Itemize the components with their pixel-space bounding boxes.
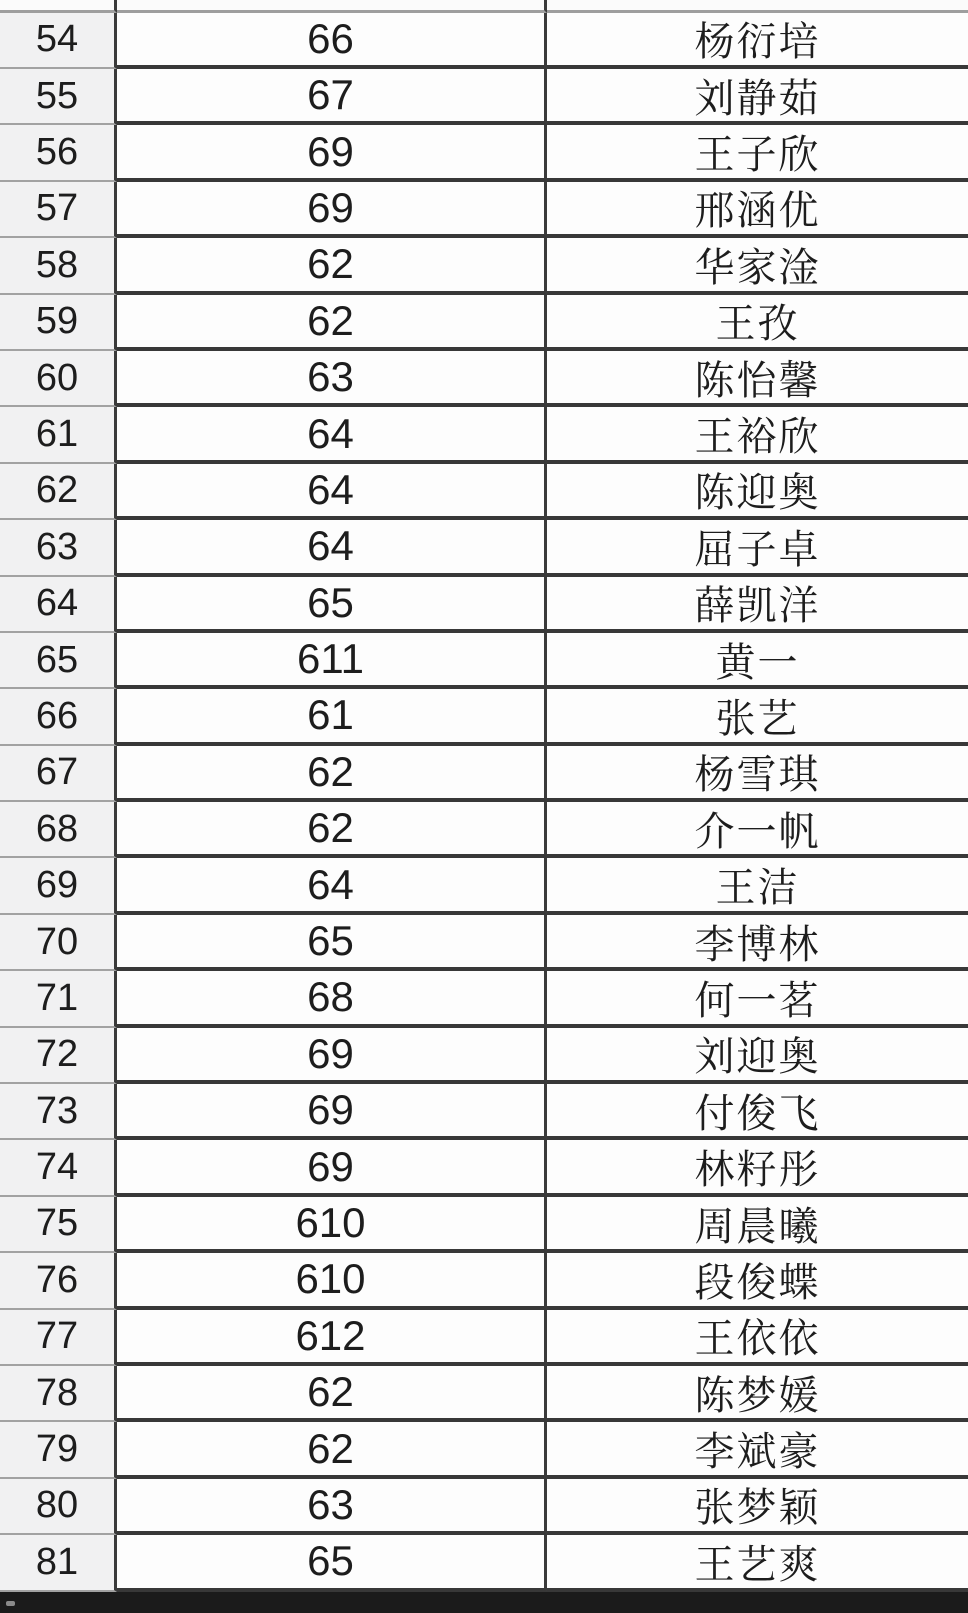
table-row bbox=[0, 351, 968, 407]
table-row bbox=[0, 746, 968, 802]
class-number-cell[interactable]: 612 bbox=[117, 1310, 547, 1366]
row-number-cell[interactable]: 66 bbox=[0, 689, 117, 745]
table-row bbox=[0, 125, 968, 181]
table-row bbox=[0, 971, 968, 1027]
student-name-cell[interactable]: 杨衍培 bbox=[547, 13, 968, 69]
class-number-cell[interactable]: 62 bbox=[117, 802, 547, 858]
class-number-cell[interactable]: 64 bbox=[117, 407, 547, 463]
table-row bbox=[0, 13, 968, 69]
student-name-cell[interactable]: 黄一 bbox=[547, 633, 968, 689]
student-name-cell[interactable]: 华家淦 bbox=[547, 238, 968, 294]
student-name-cell[interactable]: 陈怡馨 bbox=[547, 351, 968, 407]
row-number-cell[interactable]: 68 bbox=[0, 802, 117, 858]
row-number-cell[interactable]: 73 bbox=[0, 1084, 117, 1140]
table-row bbox=[0, 1028, 968, 1084]
class-number-cell[interactable]: 69 bbox=[117, 1084, 547, 1140]
row-number-cell[interactable]: 65 bbox=[0, 633, 117, 689]
table-row bbox=[0, 577, 968, 633]
table-row bbox=[0, 1535, 968, 1591]
student-name-cell[interactable]: 刘迎奥 bbox=[547, 1028, 968, 1084]
row-number-cell[interactable]: 61 bbox=[0, 407, 117, 463]
class-number-cell[interactable]: 66 bbox=[117, 13, 547, 69]
row-number-cell[interactable]: 69 bbox=[0, 858, 117, 914]
student-name-cell[interactable]: 王依依 bbox=[547, 1310, 968, 1366]
row-number-cell[interactable]: 72 bbox=[0, 1028, 117, 1084]
row-number-cell[interactable]: 59 bbox=[0, 295, 117, 351]
class-number-cell[interactable]: 65 bbox=[117, 1535, 547, 1591]
class-number-cell[interactable]: 65 bbox=[117, 915, 547, 971]
table-row bbox=[0, 1140, 968, 1196]
row-number-cell[interactable]: 60 bbox=[0, 351, 117, 407]
table-row bbox=[0, 1197, 968, 1253]
class-number-cell[interactable]: 64 bbox=[117, 858, 547, 914]
class-number-cell[interactable]: 62 bbox=[117, 238, 547, 294]
student-name-cell[interactable]: 段俊蝶 bbox=[547, 1253, 968, 1309]
row-number-cell[interactable]: 55 bbox=[0, 69, 117, 125]
student-name-cell[interactable]: 陈梦媛 bbox=[547, 1366, 968, 1422]
table-row bbox=[0, 1084, 968, 1140]
table-row bbox=[0, 858, 968, 914]
table-row bbox=[0, 1310, 968, 1366]
table-row bbox=[0, 182, 968, 238]
student-name-cell[interactable]: 王裕欣 bbox=[547, 407, 968, 463]
table-row bbox=[0, 633, 968, 689]
student-name-cell[interactable]: 周晨曦 bbox=[547, 1197, 968, 1253]
class-number-cell[interactable]: 64 bbox=[117, 520, 547, 576]
class-number-cell[interactable]: 63 bbox=[117, 1479, 547, 1535]
student-name-cell[interactable]: 王艺爽 bbox=[547, 1535, 968, 1591]
row-number-cell[interactable]: 71 bbox=[0, 971, 117, 1027]
class-number-cell[interactable]: 68 bbox=[117, 971, 547, 1027]
student-name-cell[interactable]: 李博林 bbox=[547, 915, 968, 971]
row-number-cell[interactable]: 54 bbox=[0, 13, 117, 69]
row-number-cell[interactable]: 80 bbox=[0, 1479, 117, 1535]
student-name-cell[interactable]: 邢涵优 bbox=[547, 182, 968, 238]
student-name-cell[interactable]: 王洁 bbox=[547, 858, 968, 914]
student-name-cell[interactable]: 李斌豪 bbox=[547, 1422, 968, 1478]
class-number-cell[interactable]: 69 bbox=[117, 1140, 547, 1196]
row-number-cell[interactable]: 77 bbox=[0, 1310, 117, 1366]
table-row bbox=[0, 1479, 968, 1535]
student-name-cell[interactable]: 张艺 bbox=[547, 689, 968, 745]
row-number-cell[interactable]: 74 bbox=[0, 1140, 117, 1196]
table-row bbox=[0, 238, 968, 294]
class-number-cell[interactable]: 65 bbox=[117, 577, 547, 633]
row-number-cell[interactable]: 76 bbox=[0, 1253, 117, 1309]
row-number-cell[interactable]: 67 bbox=[0, 746, 117, 802]
table-row bbox=[0, 295, 968, 351]
table-row bbox=[0, 464, 968, 520]
row-number-cell[interactable]: 56 bbox=[0, 125, 117, 181]
row-number-cell[interactable]: 63 bbox=[0, 520, 117, 576]
class-number-cell[interactable]: 69 bbox=[117, 125, 547, 181]
table-body bbox=[0, 13, 968, 1592]
class-number-cell[interactable]: 62 bbox=[117, 295, 547, 351]
student-name-cell[interactable]: 陈迎奥 bbox=[547, 464, 968, 520]
class-number-cell[interactable]: 67 bbox=[117, 69, 547, 125]
class-number-cell[interactable]: 611 bbox=[117, 633, 547, 689]
class-number-cell[interactable]: 62 bbox=[117, 1422, 547, 1478]
row-number-cell[interactable]: 64 bbox=[0, 577, 117, 633]
student-name-cell[interactable]: 付俊飞 bbox=[547, 1084, 968, 1140]
row-number-cell[interactable]: 57 bbox=[0, 182, 117, 238]
table-row bbox=[0, 69, 968, 125]
table-row bbox=[0, 407, 968, 463]
student-name-cell[interactable]: 屈子卓 bbox=[547, 520, 968, 576]
table-row bbox=[0, 802, 968, 858]
class-number-cell[interactable]: 69 bbox=[117, 182, 547, 238]
student-name-cell[interactable]: 林籽彤 bbox=[547, 1140, 968, 1196]
partial-row-gutter-cell[interactable] bbox=[0, 0, 117, 13]
table-row bbox=[0, 689, 968, 745]
student-name-cell[interactable]: 张梦颖 bbox=[547, 1479, 968, 1535]
row-number-cell[interactable]: 58 bbox=[0, 238, 117, 294]
student-name-cell[interactable]: 王孜 bbox=[547, 295, 968, 351]
row-number-cell[interactable]: 78 bbox=[0, 1366, 117, 1422]
bottom-bar-indicator-dot bbox=[6, 1601, 15, 1606]
table-row bbox=[0, 1253, 968, 1309]
partial-row-top bbox=[0, 0, 968, 13]
class-number-cell[interactable]: 62 bbox=[117, 1366, 547, 1422]
table-row bbox=[0, 915, 968, 971]
student-name-cell[interactable]: 杨雪琪 bbox=[547, 746, 968, 802]
table-row bbox=[0, 1422, 968, 1478]
bottom-edge-bar bbox=[0, 1592, 968, 1613]
class-number-cell[interactable]: 69 bbox=[117, 1028, 547, 1084]
class-number-cell[interactable]: 63 bbox=[117, 351, 547, 407]
row-number-cell[interactable]: 75 bbox=[0, 1197, 117, 1253]
class-number-cell[interactable]: 61 bbox=[117, 689, 547, 745]
class-number-cell[interactable]: 610 bbox=[117, 1253, 547, 1309]
row-number-cell[interactable]: 81 bbox=[0, 1535, 117, 1591]
class-number-cell[interactable]: 62 bbox=[117, 746, 547, 802]
student-name-cell[interactable]: 薛凯洋 bbox=[547, 577, 968, 633]
class-number-cell[interactable]: 64 bbox=[117, 464, 547, 520]
partial-row-class-cell[interactable] bbox=[117, 0, 547, 13]
student-name-cell[interactable]: 何一茗 bbox=[547, 971, 968, 1027]
class-number-cell[interactable]: 610 bbox=[117, 1197, 547, 1253]
row-number-cell[interactable]: 62 bbox=[0, 464, 117, 520]
partial-row-name-cell[interactable] bbox=[547, 0, 968, 13]
student-name-cell[interactable]: 刘静茹 bbox=[547, 69, 968, 125]
student-name-cell[interactable]: 王子欣 bbox=[547, 125, 968, 181]
row-number-cell[interactable]: 70 bbox=[0, 915, 117, 971]
table-row bbox=[0, 1366, 968, 1422]
row-number-cell[interactable]: 79 bbox=[0, 1422, 117, 1478]
table-row bbox=[0, 520, 968, 576]
student-name-cell[interactable]: 介一帆 bbox=[547, 802, 968, 858]
